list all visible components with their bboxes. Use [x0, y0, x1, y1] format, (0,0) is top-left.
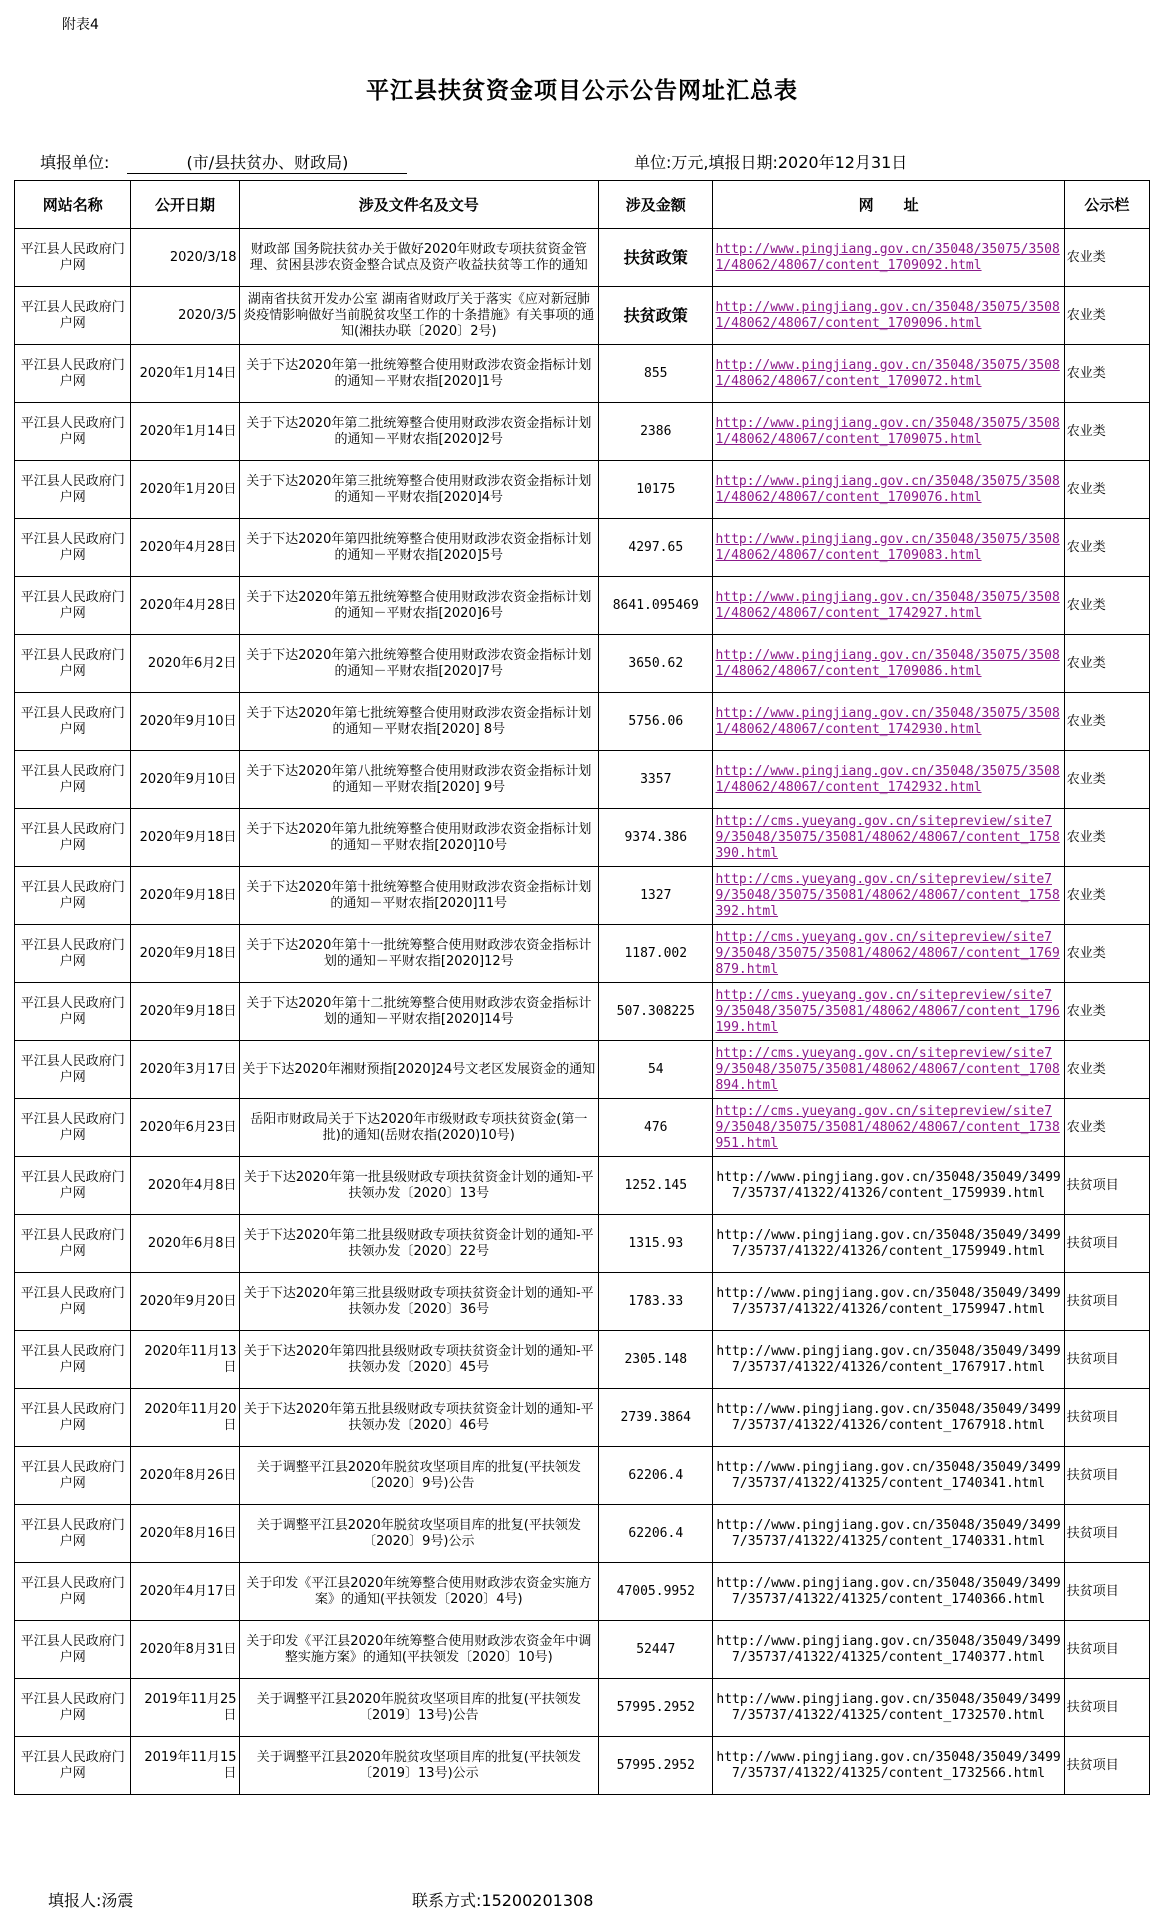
category-cell: 农业类 [1064, 635, 1149, 693]
amount-cell: 47005.9952 [599, 1563, 713, 1621]
site-cell: 平江县人民政府门户网 [15, 635, 131, 693]
site-cell: 平江县人民政府门户网 [15, 519, 131, 577]
date-cell: 2020年1月20日 [131, 461, 239, 519]
category-cell: 扶贫项目 [1064, 1621, 1149, 1679]
site-cell: 平江县人民政府门户网 [15, 1215, 131, 1273]
doc-cell: 关于印发《平江县2020年统筹整合使用财政涉农资金年中调整实施方案》的通知(平扶领发〔2020〕10号) [239, 1621, 599, 1679]
site-cell: 平江县人民政府门户网 [15, 751, 131, 809]
url-cell: http://www.pingjiang.gov.cn/35048/35049/34997/35737/41322/41325/content_1740331.html [713, 1505, 1064, 1563]
doc-cell: 关于下达2020年第一批统筹整合使用财政涉农资金指标计划的通知－平财农指[2020]1号 [239, 345, 599, 403]
table-row [15, 1563, 1150, 1621]
table-row [15, 461, 1150, 519]
doc-cell: 关于下达2020年第二批统筹整合使用财政涉农资金指标计划的通知－平财农指[2020]2号 [239, 403, 599, 461]
date-cell: 2020年8月16日 [131, 1505, 239, 1563]
category-cell: 农业类 [1064, 867, 1149, 925]
amount-cell: 62206.4 [599, 1447, 713, 1505]
date-cell: 2020年1月14日 [131, 403, 239, 461]
site-cell: 平江县人民政府门户网 [15, 1157, 131, 1215]
table-row [15, 1331, 1150, 1389]
amount-cell: 54 [599, 1041, 713, 1099]
doc-cell: 财政部 国务院扶贫办关于做好2020年财政专项扶贫资金管理、贫困县涉农资金整合试点及资产收益扶贫等工作的通知 [239, 229, 599, 287]
url-link[interactable]: http://cms.yueyang.gov.cn/sitepreview/site79/35048/35075/35081/48062/48067/content_1758392.html [713, 867, 1064, 925]
category-cell: 农业类 [1064, 345, 1149, 403]
category-cell: 农业类 [1064, 519, 1149, 577]
header-date: 公开日期 [131, 181, 239, 229]
category-cell: 农业类 [1064, 751, 1149, 809]
doc-cell: 关于下达2020年第三批统筹整合使用财政涉农资金指标计划的通知－平财农指[2020]4号 [239, 461, 599, 519]
url-link[interactable]: http://cms.yueyang.gov.cn/sitepreview/site79/35048/35075/35081/48062/48067/content_1708894.html [713, 1041, 1064, 1099]
category-cell: 扶贫项目 [1064, 1563, 1149, 1621]
site-cell: 平江县人民政府门户网 [15, 1563, 131, 1621]
table-row [15, 1621, 1150, 1679]
reporter: 填报人:汤震 [48, 1891, 134, 1910]
site-cell: 平江县人民政府门户网 [15, 1273, 131, 1331]
site-cell: 平江县人民政府门户网 [15, 867, 131, 925]
table-row [15, 345, 1150, 403]
amount-cell: 2739.3864 [599, 1389, 713, 1447]
url-cell: http://www.pingjiang.gov.cn/35048/35049/34997/35737/41322/41325/content_1740377.html [713, 1621, 1064, 1679]
doc-cell: 关于下达2020年湘财预指[2020]24号文老区发展资金的通知 [239, 1041, 599, 1099]
date-cell: 2020年6月2日 [131, 635, 239, 693]
site-cell: 平江县人民政府门户网 [15, 1331, 131, 1389]
summary-table [14, 180, 1150, 1795]
category-cell: 农业类 [1064, 1041, 1149, 1099]
site-cell: 平江县人民政府门户网 [15, 1099, 131, 1157]
category-cell: 扶贫项目 [1064, 1505, 1149, 1563]
amount-cell: 4297.65 [599, 519, 713, 577]
contact-info: 联系方式:15200201308 [412, 1891, 594, 1910]
site-cell: 平江县人民政府门户网 [15, 1505, 131, 1563]
table-row [15, 983, 1150, 1041]
amount-cell: 扶贫政策 [599, 229, 713, 287]
doc-cell: 关于下达2020年第八批统筹整合使用财政涉农资金指标计划的通知－平财农指[2020] 9号 [239, 751, 599, 809]
amount-cell: 5756.06 [599, 693, 713, 751]
doc-cell: 关于下达2020年第四批县级财政专项扶贫资金计划的通知-平扶领办发〔2020〕45号 [239, 1331, 599, 1389]
url-cell: http://www.pingjiang.gov.cn/35048/35049/34997/35737/41322/41325/content_1740366.html [713, 1563, 1064, 1621]
url-link[interactable]: http://www.pingjiang.gov.cn/35048/35075/35081/48062/48067/content_1709072.html [713, 345, 1064, 403]
url-link[interactable]: http://cms.yueyang.gov.cn/sitepreview/site79/35048/35075/35081/48062/48067/content_1758390.html [713, 809, 1064, 867]
doc-cell: 关于调整平江县2020年脱贫攻坚项目库的批复(平扶领发〔2019〕13号)公示 [239, 1737, 599, 1795]
date-cell: 2020年9月10日 [131, 751, 239, 809]
amount-cell: 2305.148 [599, 1331, 713, 1389]
url-cell: http://www.pingjiang.gov.cn/35048/35049/34997/35737/41322/41326/content_1767917.html [713, 1331, 1064, 1389]
header-amount: 涉及金额 [599, 181, 713, 229]
doc-cell: 关于下达2020年第三批县级财政专项扶贫资金计划的通知-平扶领办发〔2020〕36号 [239, 1273, 599, 1331]
doc-cell: 关于调整平江县2020年脱贫攻坚项目库的批复(平扶领发〔2020〕9号)公告 [239, 1447, 599, 1505]
url-link[interactable]: http://www.pingjiang.gov.cn/35048/35075/35081/48062/48067/content_1742930.html [713, 693, 1064, 751]
date-cell: 2020年9月18日 [131, 867, 239, 925]
table-row [15, 1099, 1150, 1157]
url-cell: http://www.pingjiang.gov.cn/35048/35049/34997/35737/41322/41326/content_1759949.html [713, 1215, 1064, 1273]
url-link[interactable]: http://www.pingjiang.gov.cn/35048/35075/35081/48062/48067/content_1709092.html [713, 229, 1064, 287]
url-link[interactable]: http://www.pingjiang.gov.cn/35048/35075/35081/48062/48067/content_1709096.html [713, 287, 1064, 345]
table-row [15, 1389, 1150, 1447]
date-cell: 2020年4月28日 [131, 519, 239, 577]
url-link[interactable]: http://cms.yueyang.gov.cn/sitepreview/site79/35048/35075/35081/48062/48067/content_1738951.html [713, 1099, 1064, 1157]
table-row [15, 577, 1150, 635]
date-cell: 2020/3/18 [131, 229, 239, 287]
doc-cell: 关于下达2020年第六批统筹整合使用财政涉农资金指标计划的通知－平财农指[2020]7号 [239, 635, 599, 693]
site-cell: 平江县人民政府门户网 [15, 403, 131, 461]
site-cell: 平江县人民政府门户网 [15, 983, 131, 1041]
date-cell: 2020年4月28日 [131, 577, 239, 635]
attachment-label: 附表4 [62, 17, 99, 33]
table-header-row [15, 181, 1150, 229]
site-cell: 平江县人民政府门户网 [15, 1737, 131, 1795]
category-cell: 农业类 [1064, 403, 1149, 461]
category-cell: 农业类 [1064, 287, 1149, 345]
doc-cell: 岳阳市财政局关于下达2020年市级财政专项扶贫资金(第一批)的通知(岳财农指(2020)10号) [239, 1099, 599, 1157]
table-row [15, 1447, 1150, 1505]
site-cell: 平江县人民政府门户网 [15, 925, 131, 983]
doc-cell: 关于下达2020年第五批统筹整合使用财政涉农资金指标计划的通知－平财农指[2020]6号 [239, 577, 599, 635]
site-cell: 平江县人民政府门户网 [15, 1389, 131, 1447]
amount-cell: 57995.2952 [599, 1737, 713, 1795]
header-doc: 涉及文件名及文号 [239, 181, 599, 229]
table-row [15, 1505, 1150, 1563]
url-cell: http://www.pingjiang.gov.cn/35048/35049/34997/35737/41322/41325/content_1732566.html [713, 1737, 1064, 1795]
date-cell: 2020年6月23日 [131, 1099, 239, 1157]
header-category: 公示栏 [1064, 181, 1149, 229]
amount-cell: 57995.2952 [599, 1679, 713, 1737]
table-row [15, 635, 1150, 693]
amount-cell: 507.308225 [599, 983, 713, 1041]
date-cell: 2020年8月26日 [131, 1447, 239, 1505]
table-row [15, 1041, 1150, 1099]
table-row [15, 229, 1150, 287]
amount-cell: 855 [599, 345, 713, 403]
date-cell: 2020年9月18日 [131, 983, 239, 1041]
doc-cell: 关于调整平江县2020年脱贫攻坚项目库的批复(平扶领发〔2020〕9号)公示 [239, 1505, 599, 1563]
date-cell: 2020年9月10日 [131, 693, 239, 751]
site-cell: 平江县人民政府门户网 [15, 345, 131, 403]
amount-cell: 2386 [599, 403, 713, 461]
table-row [15, 519, 1150, 577]
date-cell: 2020年6月8日 [131, 1215, 239, 1273]
date-cell: 2020年8月31日 [131, 1621, 239, 1679]
page-title: 平江县扶贫资金项目公示公告网址汇总表 [366, 78, 798, 104]
category-cell: 农业类 [1064, 577, 1149, 635]
site-cell: 平江县人民政府门户网 [15, 461, 131, 519]
doc-cell: 关于下达2020年第十一批统筹整合使用财政涉农资金指标计划的通知－平财农指[2020]12号 [239, 925, 599, 983]
url-link[interactable]: http://www.pingjiang.gov.cn/35048/35075/35081/48062/48067/content_1742932.html [713, 751, 1064, 809]
doc-cell: 关于调整平江县2020年脱贫攻坚项目库的批复(平扶领发〔2019〕13号)公告 [239, 1679, 599, 1737]
site-cell: 平江县人民政府门户网 [15, 1447, 131, 1505]
table-row [15, 925, 1150, 983]
amount-cell: 10175 [599, 461, 713, 519]
url-cell: http://www.pingjiang.gov.cn/35048/35049/34997/35737/41322/41325/content_1740341.html [713, 1447, 1064, 1505]
category-cell: 农业类 [1064, 1099, 1149, 1157]
date-cell: 2020年9月18日 [131, 925, 239, 983]
table-row [15, 1679, 1150, 1737]
date-cell: 2020/3/5 [131, 287, 239, 345]
header-url: 网 址 [713, 181, 1064, 229]
doc-cell: 关于下达2020年第五批县级财政专项扶贫资金计划的通知-平扶领办发〔2020〕46号 [239, 1389, 599, 1447]
url-link[interactable]: http://www.pingjiang.gov.cn/35048/35075/35081/48062/48067/content_1709076.html [713, 461, 1064, 519]
unit-and-date: 单位:万元,填报日期:2020年12月31日 [634, 153, 908, 172]
url-cell: http://www.pingjiang.gov.cn/35048/35049/34997/35737/41322/41326/content_1759939.html [713, 1157, 1064, 1215]
url-link[interactable]: http://www.pingjiang.gov.cn/35048/35075/35081/48062/48067/content_1742927.html [713, 577, 1064, 635]
doc-cell: 关于下达2020年第四批统筹整合使用财政涉农资金指标计划的通知－平财农指[2020]5号 [239, 519, 599, 577]
doc-cell: 关于下达2020年第一批县级财政专项扶贫资金计划的通知-平扶领办发〔2020〕13号 [239, 1157, 599, 1215]
amount-cell: 9374.386 [599, 809, 713, 867]
date-cell: 2020年11月20日 [131, 1389, 239, 1447]
date-cell: 2019年11月15日 [131, 1737, 239, 1795]
table-row [15, 1157, 1150, 1215]
date-cell: 2020年11月13日 [131, 1331, 239, 1389]
site-cell: 平江县人民政府门户网 [15, 693, 131, 751]
date-cell: 2020年1月14日 [131, 345, 239, 403]
category-cell: 扶贫项目 [1064, 1273, 1149, 1331]
date-cell: 2020年4月17日 [131, 1563, 239, 1621]
url-link[interactable]: http://cms.yueyang.gov.cn/sitepreview/site79/35048/35075/35081/48062/48067/content_1796199.html [713, 983, 1064, 1041]
amount-cell: 1327 [599, 867, 713, 925]
table-row [15, 1273, 1150, 1331]
amount-cell: 476 [599, 1099, 713, 1157]
table-row [15, 809, 1150, 867]
reporting-unit [40, 150, 407, 174]
category-cell: 扶贫项目 [1064, 1447, 1149, 1505]
category-cell: 扶贫项目 [1064, 1215, 1149, 1273]
url-link[interactable]: http://www.pingjiang.gov.cn/35048/35075/35081/48062/48067/content_1709083.html [713, 519, 1064, 577]
doc-cell: 关于印发《平江县2020年统筹整合使用财政涉农资金实施方案》的通知(平扶领发〔2020〕4号) [239, 1563, 599, 1621]
category-cell: 农业类 [1064, 983, 1149, 1041]
site-cell: 平江县人民政府门户网 [15, 577, 131, 635]
date-cell: 2020年4月8日 [131, 1157, 239, 1215]
url-link[interactable]: http://www.pingjiang.gov.cn/35048/35075/35081/48062/48067/content_1709075.html [713, 403, 1064, 461]
table-row [15, 403, 1150, 461]
amount-cell: 8641.095469 [599, 577, 713, 635]
amount-cell: 62206.4 [599, 1505, 713, 1563]
amount-cell: 3357 [599, 751, 713, 809]
doc-cell: 关于下达2020年第九批统筹整合使用财政涉农资金指标计划的通知－平财农指[2020]10号 [239, 809, 599, 867]
date-cell: 2020年9月20日 [131, 1273, 239, 1331]
date-cell: 2020年3月17日 [131, 1041, 239, 1099]
amount-cell: 1252.145 [599, 1157, 713, 1215]
category-cell: 扶贫项目 [1064, 1157, 1149, 1215]
url-cell: http://www.pingjiang.gov.cn/35048/35049/34997/35737/41322/41326/content_1767918.html [713, 1389, 1064, 1447]
category-cell: 农业类 [1064, 809, 1149, 867]
table-row [15, 287, 1150, 345]
amount-cell: 1315.93 [599, 1215, 713, 1273]
reporting-unit-value: (市/县扶贫办、财政局) [127, 150, 407, 174]
amount-cell: 3650.62 [599, 635, 713, 693]
amount-cell: 1783.33 [599, 1273, 713, 1331]
site-cell: 平江县人民政府门户网 [15, 1679, 131, 1737]
category-cell: 扶贫项目 [1064, 1331, 1149, 1389]
url-link[interactable]: http://cms.yueyang.gov.cn/sitepreview/site79/35048/35075/35081/48062/48067/content_1769879.html [713, 925, 1064, 983]
doc-cell: 关于下达2020年第十批统筹整合使用财政涉农资金指标计划的通知－平财农指[2020]11号 [239, 867, 599, 925]
category-cell: 扶贫项目 [1064, 1679, 1149, 1737]
header-site: 网站名称 [15, 181, 131, 229]
category-cell: 农业类 [1064, 229, 1149, 287]
category-cell: 农业类 [1064, 925, 1149, 983]
amount-cell: 1187.002 [599, 925, 713, 983]
site-cell: 平江县人民政府门户网 [15, 1041, 131, 1099]
table-row [15, 1737, 1150, 1795]
table-row [15, 751, 1150, 809]
url-link[interactable]: http://www.pingjiang.gov.cn/35048/35075/35081/48062/48067/content_1709086.html [713, 635, 1064, 693]
date-cell: 2020年9月18日 [131, 809, 239, 867]
site-cell: 平江县人民政府门户网 [15, 287, 131, 345]
category-cell: 扶贫项目 [1064, 1737, 1149, 1795]
reporting-unit-label: 填报单位: [40, 153, 110, 172]
url-cell: http://www.pingjiang.gov.cn/35048/35049/34997/35737/41322/41325/content_1732570.html [713, 1679, 1064, 1737]
table-row [15, 693, 1150, 751]
doc-cell: 关于下达2020年第二批县级财政专项扶贫资金计划的通知-平扶领办发〔2020〕22号 [239, 1215, 599, 1273]
doc-cell: 关于下达2020年第七批统筹整合使用财政涉农资金指标计划的通知－平财农指[2020] 8号 [239, 693, 599, 751]
url-cell: http://www.pingjiang.gov.cn/35048/35049/34997/35737/41322/41326/content_1759947.html [713, 1273, 1064, 1331]
date-cell: 2019年11月25日 [131, 1679, 239, 1737]
amount-cell: 52447 [599, 1621, 713, 1679]
table-row [15, 1215, 1150, 1273]
category-cell: 农业类 [1064, 693, 1149, 751]
site-cell: 平江县人民政府门户网 [15, 809, 131, 867]
category-cell: 农业类 [1064, 461, 1149, 519]
doc-cell: 关于下达2020年第十二批统筹整合使用财政涉农资金指标计划的通知－平财农指[2020]14号 [239, 983, 599, 1041]
site-cell: 平江县人民政府门户网 [15, 1621, 131, 1679]
table-body [15, 229, 1150, 1795]
amount-cell: 扶贫政策 [599, 287, 713, 345]
doc-cell: 湖南省扶贫开发办公室 湖南省财政厅关于落实《应对新冠肺炎疫情影响做好当前脱贫攻坚工作的十条措施》有关事项的通知(湘扶办联〔2020〕2号) [239, 287, 599, 345]
table-row [15, 867, 1150, 925]
site-cell: 平江县人民政府门户网 [15, 229, 131, 287]
category-cell: 扶贫项目 [1064, 1389, 1149, 1447]
